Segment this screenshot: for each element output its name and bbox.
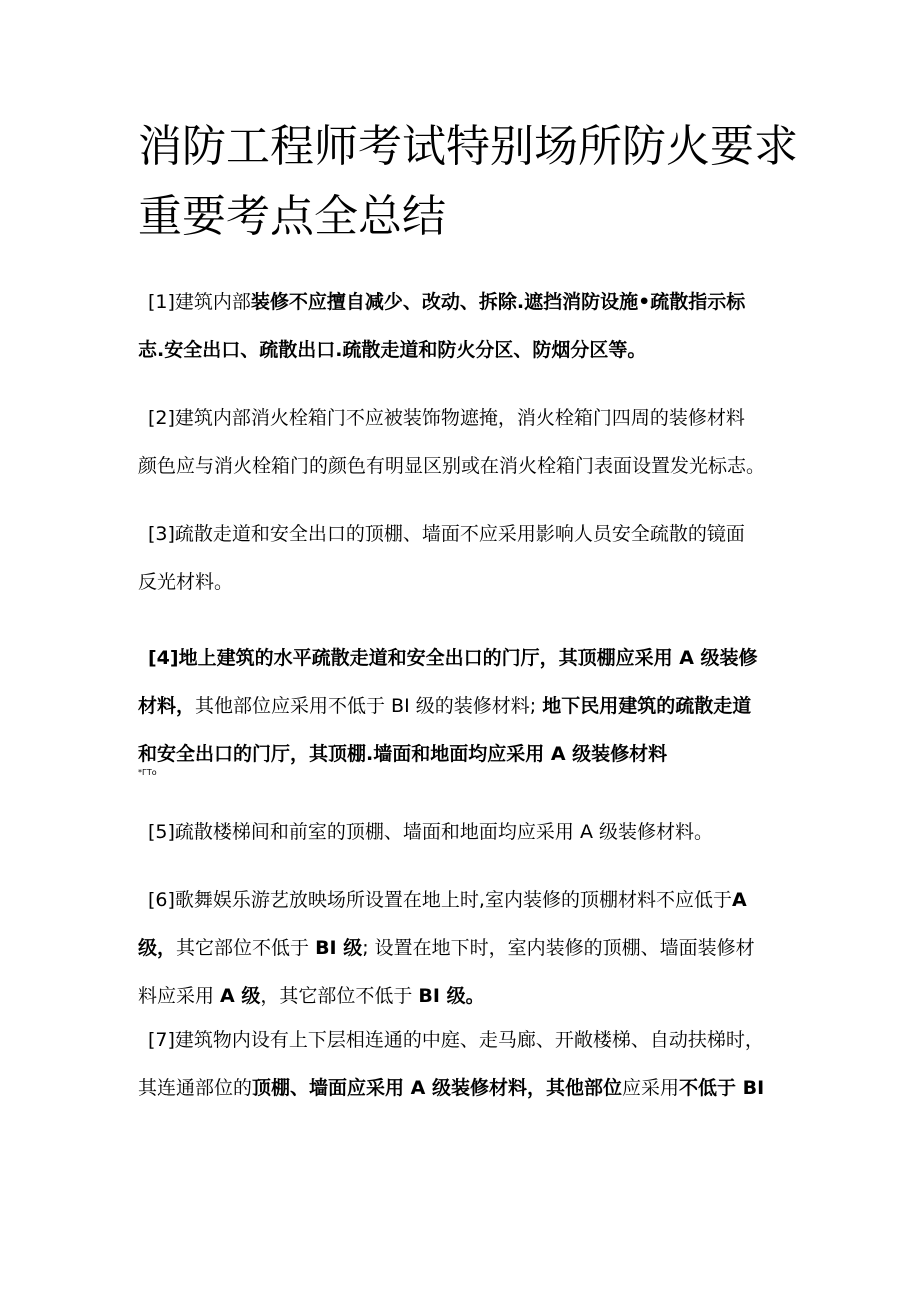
paragraph-line	[138, 730, 798, 778]
paragraph-line	[138, 394, 798, 442]
text-segment: ; 设置在地下时，室内装修的顶棚、墙面装修材	[362, 937, 755, 959]
text-segment: [7]建筑物内设有上下层相连通的中庭、走马廊、开敞楼梯、自动扶梯时，	[148, 1029, 764, 1051]
bold-text-segment: 顶棚、墙面应采用 A 级装修材料，其他部位	[252, 1077, 622, 1099]
paragraph-line	[138, 876, 798, 924]
paragraph-line	[138, 972, 798, 1020]
paragraph-line	[138, 442, 798, 490]
text-segment: ，其它部位不低于	[260, 985, 419, 1007]
text-segment: 应采用	[621, 1077, 679, 1099]
bold-text-segment: 材料，	[138, 695, 196, 717]
paragraph-line	[138, 326, 798, 374]
paragraph-line	[138, 558, 798, 606]
text-segment: [3]疏散走道和安全出口的顶棚、墙面不应采用影响人员安全疏散的镜面	[148, 523, 745, 545]
text-segment: [6]歌舞娱乐游艺放映场所设置在地上时,室内装修的顶棚材料不应低于	[148, 889, 732, 911]
text-segment: [5]疏散楼梯间和前室的顶棚、墙面和地面均应采用 A 级装修材料。	[148, 821, 713, 843]
paragraph-1	[138, 278, 798, 374]
title-line-2: 重要考点全总结	[138, 191, 446, 242]
paragraph-4	[138, 634, 798, 778]
text-segment: 其他部位应采用不低于 BI 级的装修材料;	[195, 695, 543, 717]
bold-text-segment: A	[731, 889, 747, 911]
text-segment: 料应采用	[138, 985, 221, 1007]
bold-text-segment: [4]地上建筑的水平疏散走道和安全出口的门厅，其顶棚应采用 A 级装修	[148, 647, 758, 669]
paragraph-6	[138, 876, 798, 1020]
bold-text-segment: BI 级。	[418, 985, 485, 1007]
paragraph-line	[138, 634, 798, 682]
paragraph-4-footnote: *ГТо	[138, 768, 157, 777]
paragraph-5	[138, 808, 798, 856]
paragraph-3	[138, 510, 798, 606]
bold-text-segment: 志.安全出口、疏散出口.疏散走道和防火分区、防烟分区等。	[138, 339, 647, 361]
paragraph-line	[138, 682, 798, 730]
bold-text-segment: 级，	[138, 937, 177, 959]
document-title	[138, 112, 818, 252]
paragraph-line	[138, 278, 798, 326]
paragraph-2	[138, 394, 798, 490]
text-segment: [1]建筑内部	[148, 291, 251, 313]
bold-text-segment: 和安全出口的门厅，其顶棚.墙面和地面均应采用 A 级装修材料	[138, 743, 668, 765]
bold-text-segment: BI 级	[315, 937, 363, 959]
text-segment: 其连通部位的	[138, 1077, 253, 1099]
text-segment: 其它部位不低于	[176, 937, 316, 959]
title-line-1: 消防工程师考试特别场所防火要求	[138, 121, 798, 172]
paragraph-line	[138, 510, 798, 558]
paragraph-line	[138, 1064, 798, 1112]
paragraph-line	[138, 1016, 798, 1064]
text-segment: 颜色应与消火栓箱门的颜色有明显区别或在消火栓箱门表面设置发光标志。	[138, 455, 766, 477]
bold-text-segment: 不低于 BI	[678, 1077, 765, 1099]
paragraph-line	[138, 924, 798, 972]
bold-text-segment: A 级	[220, 985, 261, 1007]
text-segment: 反光材料。	[138, 571, 234, 593]
paragraph-7	[138, 1016, 798, 1112]
text-segment: [2]建筑内部消火栓箱门不应被装饰物遮掩，消火栓箱门四周的装修材料	[148, 407, 745, 429]
bold-text-segment: 地下民用建筑的疏散走道	[542, 695, 752, 717]
paragraph-line	[138, 808, 798, 856]
bold-text-segment: 装修不应擅自减少、改动、拆除.遮挡消防设施•疏散指示标	[250, 291, 746, 313]
